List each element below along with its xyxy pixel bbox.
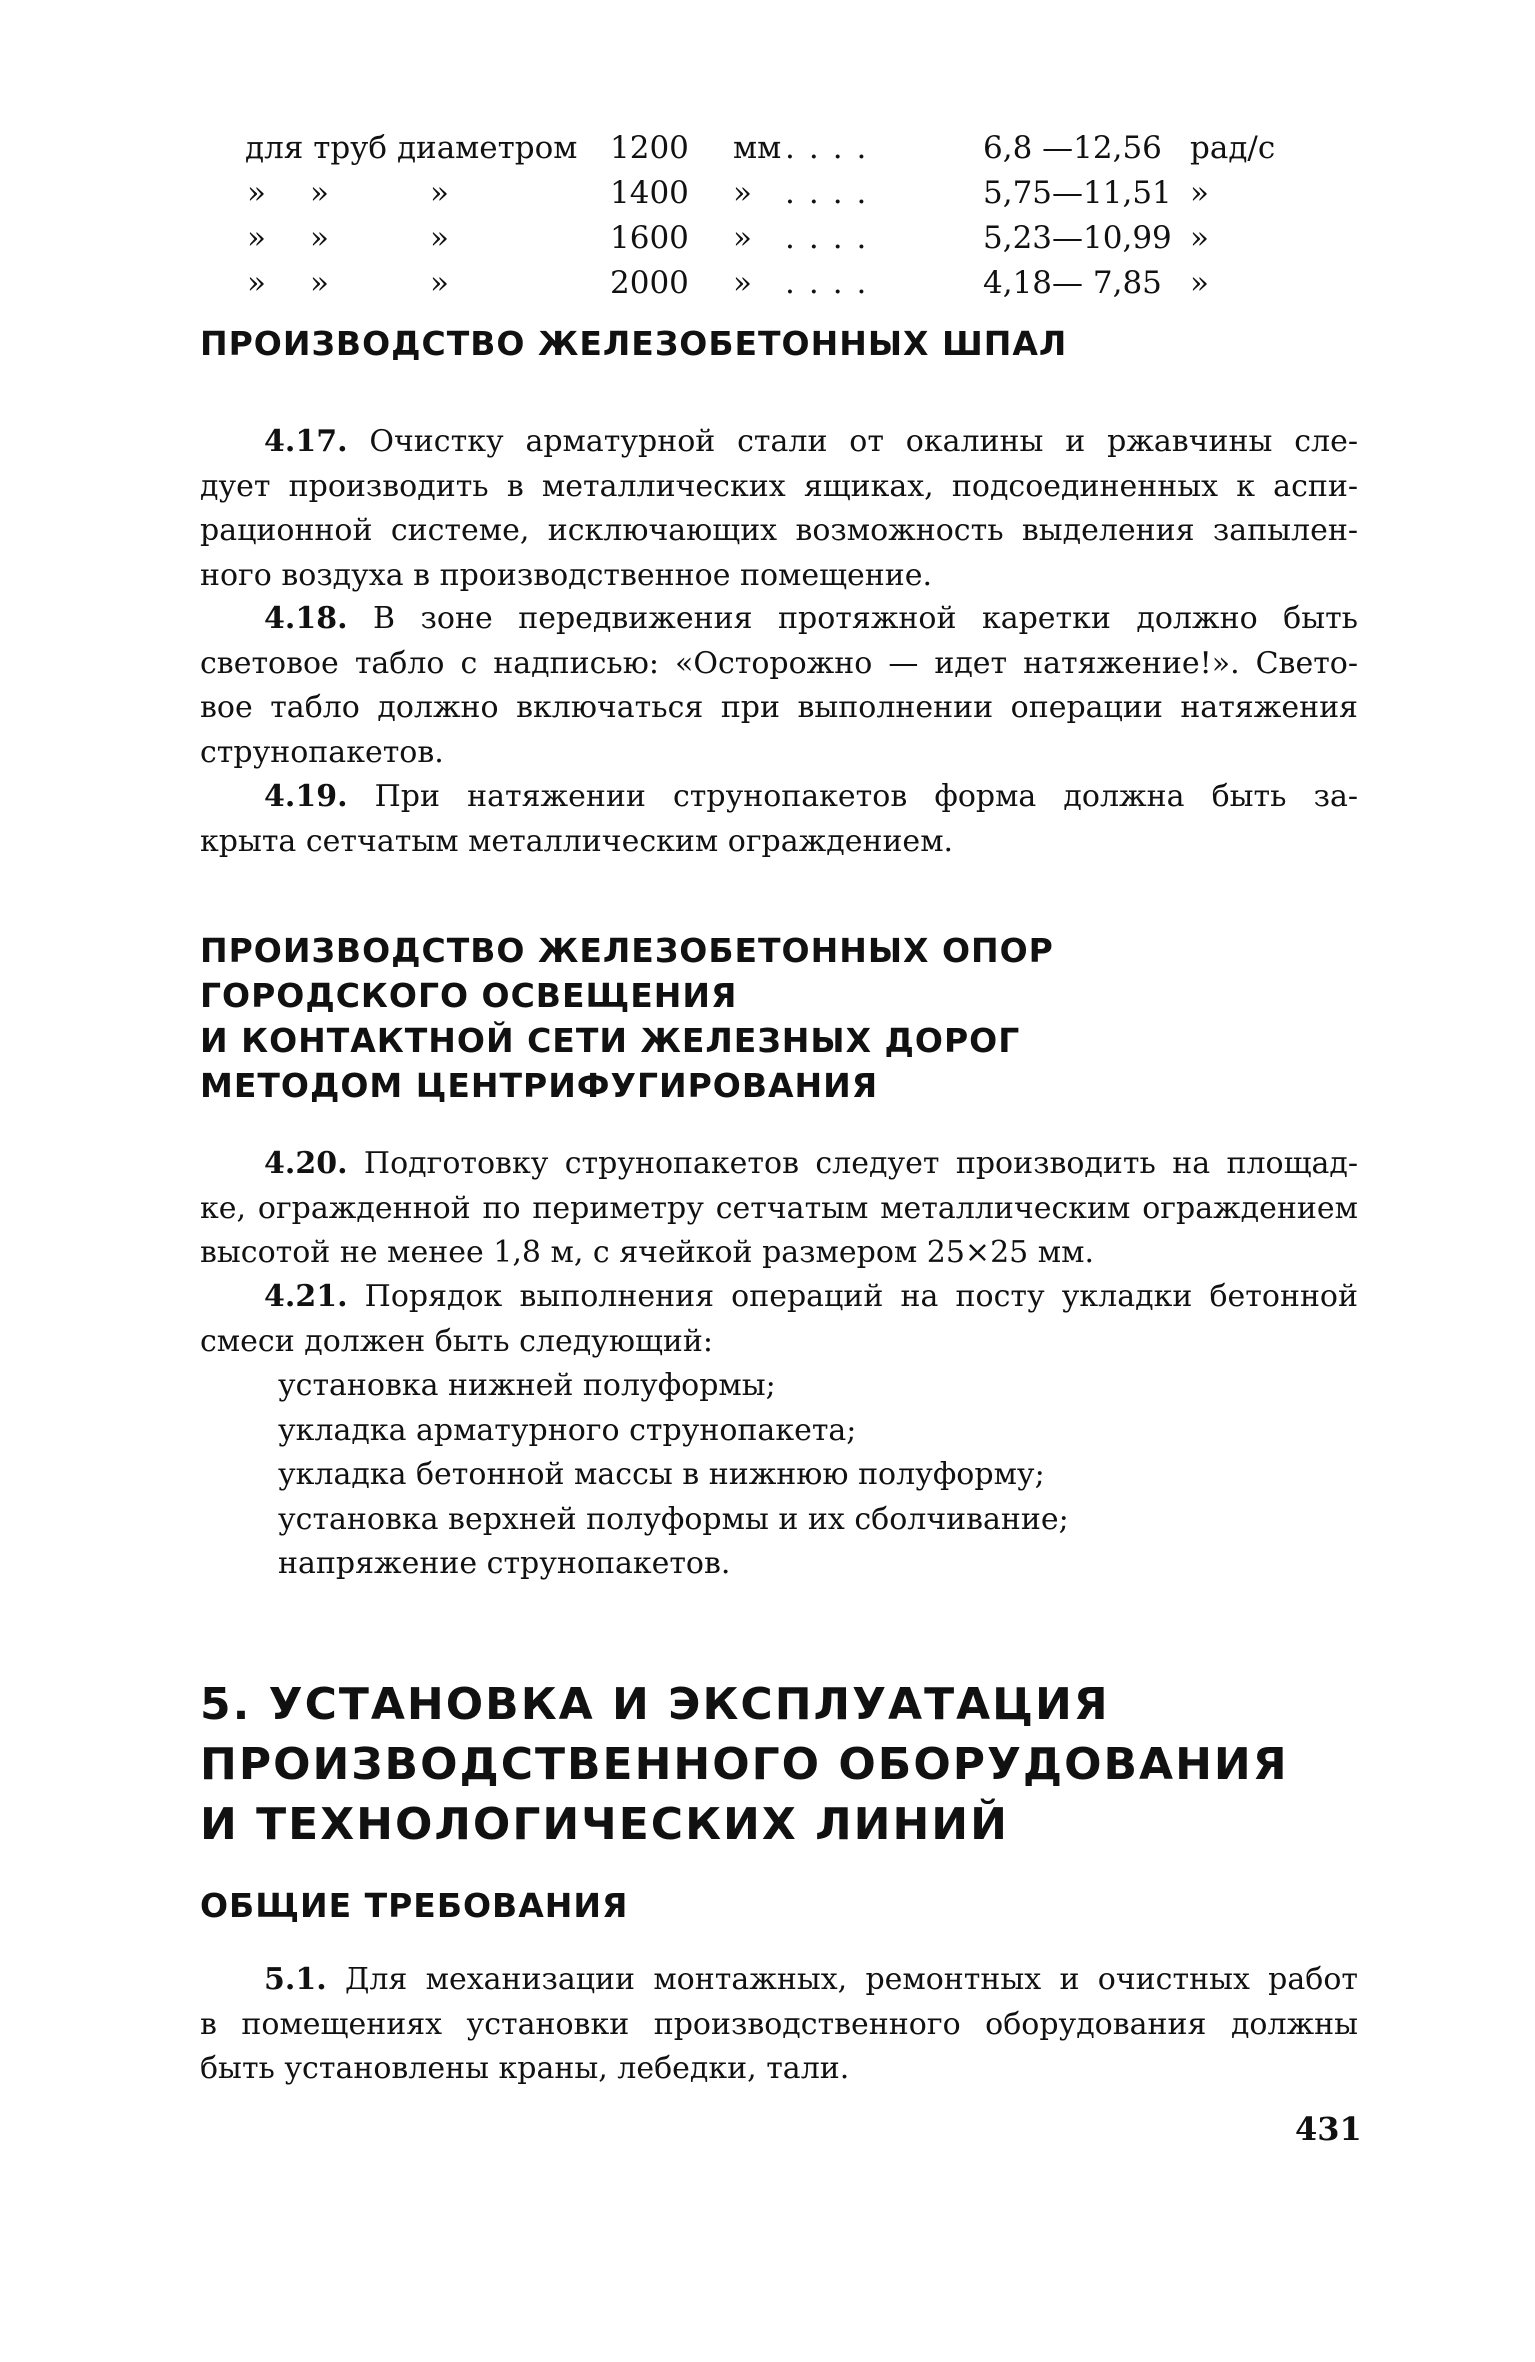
- paragraph-line: ного воздуха в производственное помещение.: [200, 557, 933, 593]
- ditto-mark: »: [430, 220, 449, 256]
- paragraph-4-21: [200, 1275, 1358, 1364]
- line-text: Порядок выполнения операций на посту укладки бетонной: [364, 1279, 1358, 1314]
- paragraph-line: высотой не менее 1,8 м, с ячейкой размером 25×25 мм.: [200, 1235, 1094, 1270]
- section-heading-poles: [200, 928, 1054, 1108]
- diameter-unit: »: [733, 175, 752, 211]
- row-label: для труб диаметром: [245, 130, 578, 166]
- table-row: [245, 261, 1305, 306]
- diameter-unit: »: [733, 265, 752, 301]
- paragraph-line: ке, огражденной по периметру сетчатым металлическим ограждением: [200, 1190, 1358, 1226]
- heading-line: И КОНТАКТНОЙ СЕТИ ЖЕЛЕЗНЫХ ДОРОГ: [200, 1021, 1021, 1060]
- paragraph-4-18: [200, 597, 1358, 775]
- heading-line: И ТЕХНОЛОГИЧЕСКИХ ЛИНИЙ: [200, 1799, 1009, 1850]
- line-text: Для механизации монтажных, ремонтных и очистных работ: [344, 1962, 1358, 1997]
- ditto-mark: »: [247, 220, 266, 256]
- ditto-mark: »: [430, 265, 449, 301]
- diameter-value: 1400: [610, 175, 689, 211]
- list-item: укладка арматурного струнопакета;: [278, 1412, 857, 1448]
- paragraph-line: световое табло с надписью: «Осторожно — идет натяжение!». Свето-: [200, 645, 1358, 681]
- table-row: [245, 171, 1305, 216]
- paragraph-line: крыта сетчатым металлическим ограждением.: [200, 823, 954, 859]
- clause-number: 5.1.: [264, 1962, 327, 1997]
- list-item: установка верхней полуформы и их сболчивание;: [278, 1501, 1069, 1537]
- paragraph-line: в помещениях установки производственного оборудования должны: [200, 2006, 1358, 2042]
- paragraph-line: дует производить в металлических ящиках, подсоединенных к аспи-: [200, 468, 1358, 504]
- line-text: Подготовку струнопакетов следует производить на площад-: [363, 1146, 1358, 1181]
- heading-line: ГОРОДСКОГО ОСВЕЩЕНИЯ: [200, 976, 738, 1015]
- chapter-5-title: [200, 1675, 1289, 1855]
- list-item: напряжение струнопакетов.: [278, 1546, 731, 1581]
- dot-leader: ....: [785, 130, 881, 166]
- ditto-mark: »: [310, 220, 329, 256]
- table-row: [245, 126, 1305, 171]
- paragraph-line: [200, 775, 1358, 820]
- pipe-speed-table: [245, 126, 1305, 306]
- paragraph-line: [200, 420, 1358, 465]
- clause-number: 4.17.: [264, 424, 348, 459]
- line-text: Очистку арматурной стали от окалины и ржавчины сле-: [369, 424, 1358, 459]
- paragraph-line: [200, 597, 1358, 642]
- diameter-unit: мм: [733, 130, 782, 166]
- paragraph-line: [200, 1142, 1358, 1187]
- dot-leader: ....: [785, 265, 881, 301]
- list-item: установка нижней полуформы;: [278, 1368, 776, 1403]
- clause-number: 4.21.: [264, 1279, 348, 1314]
- speed-range: 4,18— 7,85: [983, 265, 1162, 301]
- clause-number: 4.19.: [264, 779, 348, 814]
- ditto-mark: »: [430, 175, 449, 211]
- ditto-mark: »: [247, 175, 266, 211]
- diameter-unit: »: [733, 220, 752, 256]
- clause-number: 4.20.: [264, 1146, 348, 1181]
- speed-unit: »: [1190, 265, 1209, 301]
- speed-unit: »: [1190, 220, 1209, 256]
- heading-line: МЕТОДОМ ЦЕНТРИФУГИРОВАНИЯ: [200, 1066, 879, 1105]
- paragraph-line: рационной системе, исключающих возможность выделения запылен-: [200, 513, 1358, 548]
- line-text: При натяжении струнопакетов форма должна быть за-: [374, 779, 1358, 814]
- paragraph-4-20: [200, 1142, 1358, 1276]
- page-number: 431: [1295, 2110, 1362, 2148]
- paragraph-line: [200, 1275, 1358, 1320]
- table-row: [245, 216, 1305, 261]
- heading-line: ПРОИЗВОДСТВО ЖЕЛЕЗОБЕТОННЫХ ОПОР: [200, 931, 1054, 970]
- operation-steps-list: [278, 1364, 1069, 1587]
- paragraph-4-17: [200, 420, 1358, 598]
- paragraph-line: струнопакетов.: [200, 734, 444, 770]
- ditto-mark: »: [247, 265, 266, 301]
- speed-unit: рад/с: [1190, 130, 1276, 166]
- speed-range: 6,8 —12,56: [983, 130, 1162, 166]
- speed-unit: »: [1190, 175, 1209, 211]
- dot-leader: ....: [785, 175, 881, 211]
- paragraph-4-19: [200, 775, 1358, 864]
- line-text: В зоне передвижения протяжной каретки должно быть: [373, 601, 1358, 636]
- diameter-value: 1600: [610, 220, 689, 256]
- diameter-value: 2000: [610, 265, 689, 301]
- ditto-mark: »: [310, 265, 329, 301]
- diameter-value: 1200: [610, 130, 689, 166]
- paragraph-line: смеси должен быть следующий:: [200, 1323, 713, 1359]
- heading-line: 5. УСТАНОВКА И ЭКСПЛУАТАЦИЯ: [200, 1679, 1110, 1730]
- speed-range: 5,75—11,51: [983, 175, 1172, 211]
- clause-number: 4.18.: [264, 601, 348, 636]
- section-heading-sleepers: ПРОИЗВОДСТВО ЖЕЛЕЗОБЕТОННЫХ ШПАЛ: [200, 324, 1068, 363]
- heading-line: ПРОИЗВОДСТВЕННОГО ОБОРУДОВАНИЯ: [200, 1739, 1289, 1790]
- paragraph-5-1: [200, 1958, 1358, 2092]
- general-requirements-heading: ОБЩИЕ ТРЕБОВАНИЯ: [200, 1886, 629, 1925]
- speed-range: 5,23—10,99: [983, 220, 1172, 256]
- paragraph-line: вое табло должно включаться при выполнении операции натяжения: [200, 690, 1358, 725]
- ditto-mark: »: [310, 175, 329, 211]
- dot-leader: ....: [785, 220, 881, 256]
- paragraph-line: быть установлены краны, лебедки, тали.: [200, 2051, 850, 2086]
- list-item: укладка бетонной массы в нижнюю полуформу;: [278, 1457, 1045, 1492]
- paragraph-line: [200, 1958, 1358, 2003]
